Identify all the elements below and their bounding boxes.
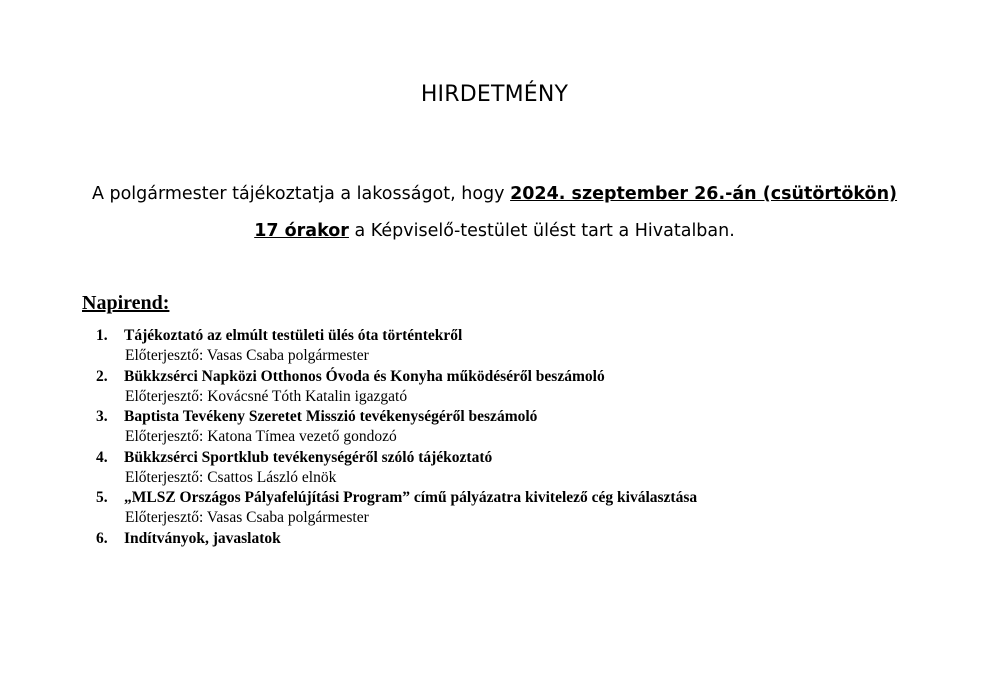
intro-line-2 xyxy=(0,219,989,243)
agenda-item xyxy=(96,448,976,489)
agenda-number: 4. xyxy=(96,448,108,466)
agenda-title: Tájékoztató az elmúlt testületi ülés óta történtekről xyxy=(124,327,463,344)
intro-text: A polgármester tájékoztatja a lakosságot, hogy xyxy=(91,184,511,204)
agenda-title: Baptista Tevékeny Szeretet Misszió tevékenységéről beszámoló xyxy=(124,408,538,426)
page-title: HIRDETMÉNY xyxy=(420,82,569,107)
agenda-presenter: Előterjesztő: Katona Tímea vezető gondozó xyxy=(125,428,397,446)
agenda-item xyxy=(96,529,976,570)
agenda-list xyxy=(96,326,976,570)
agenda-number: 1. xyxy=(96,327,108,344)
intro-line-1 xyxy=(0,182,989,206)
agenda-item xyxy=(96,326,976,367)
agenda-number: 6. xyxy=(96,529,108,547)
agenda-number: 3. xyxy=(96,408,108,426)
agenda-title: Bükkzsérci Sportklub tevékenységéről szóló tájékoztató xyxy=(124,448,493,466)
agenda-number: 5. xyxy=(96,489,108,507)
agenda-item xyxy=(96,407,976,448)
agenda-title: Bükkzsérci Napközi Otthonos Óvoda és Konyha működéséről beszámoló xyxy=(124,367,605,385)
agenda-number: 2. xyxy=(96,367,108,385)
agenda-title: Indítványok, javaslatok xyxy=(124,529,281,547)
agenda-presenter: Előterjesztő: Vasas Csaba polgármester xyxy=(125,347,369,364)
agenda-heading: Napirend: xyxy=(82,292,170,314)
meeting-time: 17 órakor xyxy=(254,221,349,241)
agenda-title: „MLSZ Országos Pályafelújítási Program” című pályázatra kivitelező cég kiválasztása xyxy=(124,489,698,507)
agenda-presenter: Előterjesztő: Kovácsné Tóth Katalin igazgató xyxy=(125,387,408,405)
intro-text-rest: a Képviselő-testület ülést tart a Hivatalban. xyxy=(348,221,735,241)
agenda-presenter: Előterjesztő: Csattos László elnök xyxy=(125,468,337,486)
agenda-item xyxy=(96,367,976,408)
agenda-item xyxy=(96,488,976,529)
agenda-presenter: Előterjesztő: Vasas Csaba polgármester xyxy=(125,509,369,527)
meeting-date: 2024. szeptember 26.-án (csütörtökön) xyxy=(510,184,898,204)
